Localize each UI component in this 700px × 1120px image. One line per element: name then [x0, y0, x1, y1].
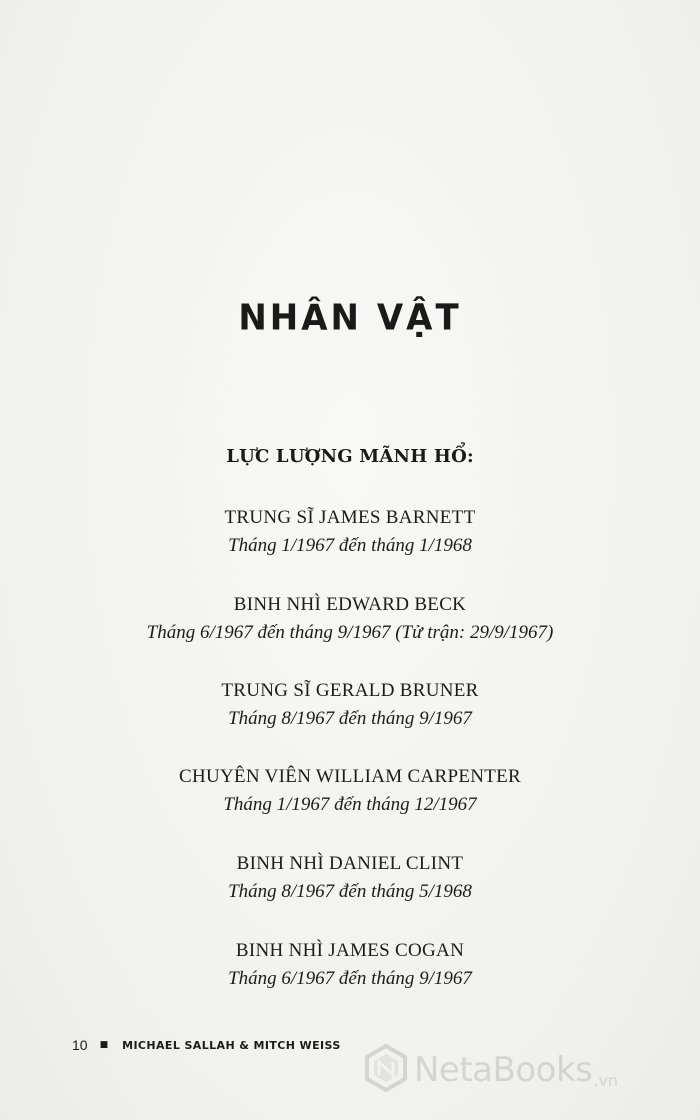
netabooks-hexagon-logo-icon: [364, 1044, 408, 1096]
character-entry: [0, 677, 700, 733]
section-heading: LỰC LƯỢNG MÃNH HỔ:: [226, 446, 474, 467]
watermark-tld: .vn: [593, 1071, 619, 1090]
page-title: NHÂN VẬT: [238, 297, 462, 339]
character-entry: [0, 591, 700, 647]
character-entry: [0, 937, 700, 993]
watermark-brand: NetaBooks: [414, 1050, 593, 1090]
character-entry: [0, 763, 700, 819]
service-dates: Tháng 6/1967 đến tháng 9/1967: [228, 968, 472, 989]
running-footer: [72, 1037, 341, 1053]
service-dates: Tháng 1/1967 đến tháng 12/1967: [223, 794, 477, 815]
page-number: 10: [72, 1037, 88, 1053]
service-dates: Tháng 6/1967 đến tháng 9/1967 (Tử trận: 29/9/1967): [146, 622, 554, 643]
character-entry: [0, 850, 700, 906]
character-name: BINH NHÌ DANIEL CLINT: [236, 853, 464, 874]
character-name: BINH NHÌ EDWARD BECK: [233, 594, 467, 615]
character-name: TRUNG SĨ GERALD BRUNER: [221, 680, 479, 701]
footer-authors: MICHAEL SALLAH & MITCH WEISS: [122, 1038, 341, 1052]
netabooks-watermark: [364, 1044, 618, 1096]
character-name: CHUYÊN VIÊN WILLIAM CARPENTER: [178, 766, 522, 787]
service-dates: Tháng 1/1967 đến tháng 1/1968: [228, 535, 472, 556]
character-name: BINH NHÌ JAMES COGAN: [235, 940, 465, 961]
footer-separator: ■: [99, 1040, 109, 1050]
service-dates: Tháng 8/1967 đến tháng 5/1968: [228, 881, 472, 902]
character-entry: [0, 504, 700, 560]
service-dates: Tháng 8/1967 đến tháng 9/1967: [228, 708, 472, 729]
character-name: TRUNG SĨ JAMES BARNETT: [224, 507, 476, 528]
